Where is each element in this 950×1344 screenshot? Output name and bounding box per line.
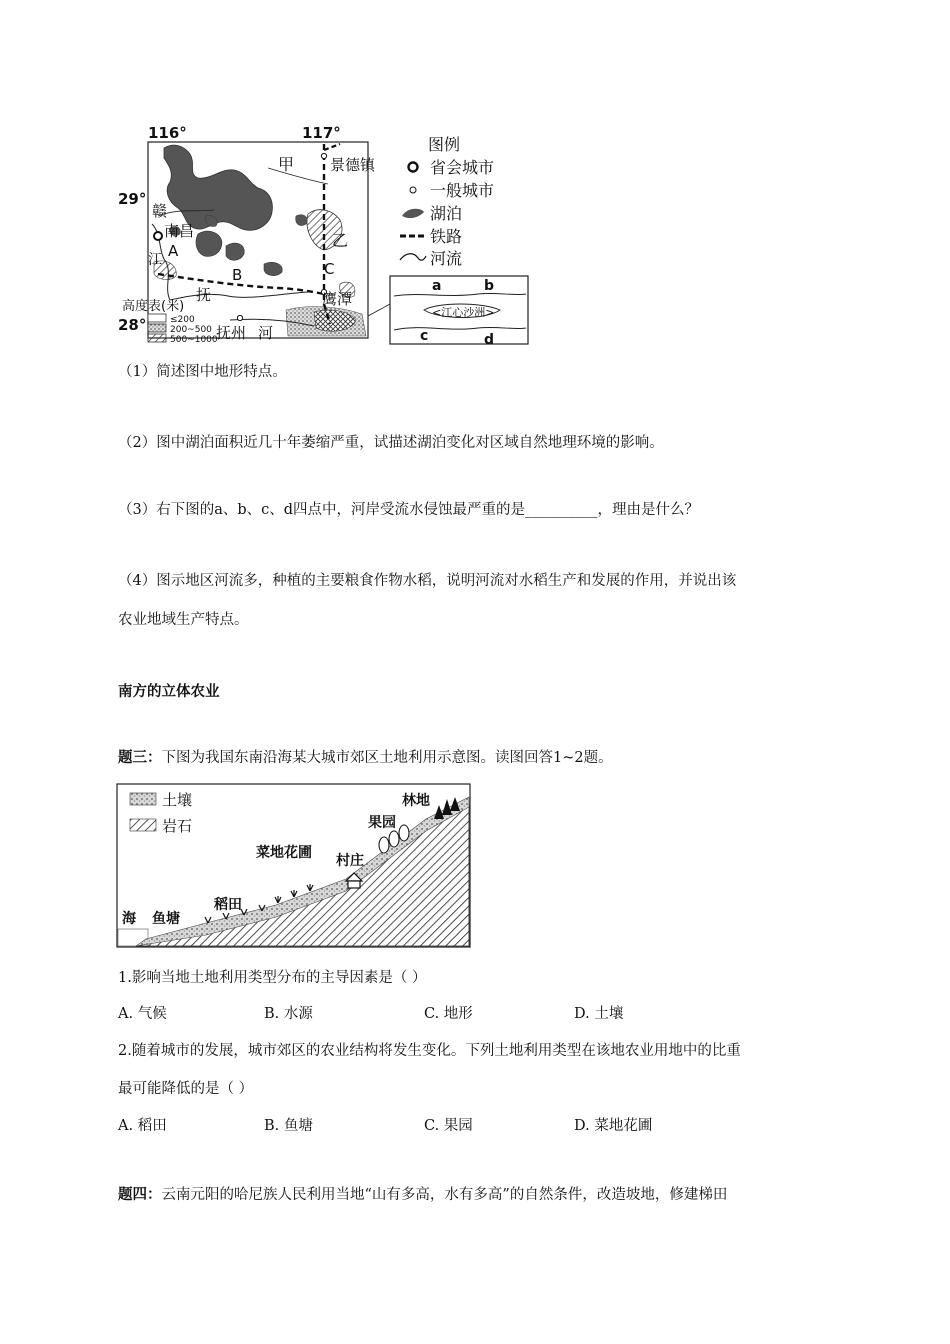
- city-icon: [321, 153, 326, 158]
- elevation-title: 高度表(米): [122, 299, 185, 314]
- question-2: （2）图中湖泊面积近几十年萎缩严重，试描述湖泊变化对区域自然地理环境的影响。: [118, 435, 664, 451]
- legend-item: 一般城市: [430, 181, 495, 200]
- jiangxi-map: [118, 124, 538, 350]
- q1-option-c: C. 地形: [424, 1006, 473, 1022]
- topic4: [118, 1183, 727, 1204]
- topic3-text: 下图为我国东南沿海某大城市郊区土地利用示意图。读图回答1~2题。: [161, 750, 613, 766]
- label-fishpond: 鱼塘: [152, 911, 180, 927]
- elev-label-2: 200~500: [170, 325, 212, 335]
- elev-swatch-3: [148, 334, 166, 342]
- legend-item: 湖泊: [430, 204, 463, 223]
- lon-left: 116°: [148, 124, 187, 142]
- label-he: 河: [258, 324, 274, 342]
- label-village: 村庄: [336, 853, 364, 869]
- label-fuzhou: 抚州: [216, 324, 247, 342]
- label-paddy: 稻田: [214, 897, 242, 913]
- label-yi: 乙: [332, 231, 349, 250]
- topic3-label: 题三：: [118, 750, 162, 766]
- lake: [264, 262, 282, 275]
- soil-swatch: [130, 793, 156, 805]
- lake: [196, 231, 222, 256]
- river-icon: [400, 254, 426, 260]
- q1-stem: 1.影响当地土地利用类型分布的主导因素是（ ）: [118, 970, 427, 986]
- inset-island-label: <江心沙洲>: [432, 306, 495, 319]
- label-orchard: 果园: [368, 815, 396, 831]
- topic4-text: 云南元阳的哈尼族人民利用当地“山有多高，水有多高”的自然条件，改造坡地，修建梯田: [161, 1187, 728, 1203]
- provincial-capital-icon: [154, 232, 162, 240]
- q2-option-c: C. 果园: [424, 1118, 473, 1134]
- topic3: [118, 746, 613, 767]
- land-use-profile: [116, 783, 472, 949]
- elev-swatch-2: [148, 324, 166, 332]
- label-B: B: [232, 266, 243, 284]
- label-A: A: [168, 242, 179, 260]
- inset-c: c: [420, 328, 429, 344]
- q2-stem-cont: 最可能降低的是（ ）: [118, 1081, 254, 1097]
- legend-title: 图例: [428, 135, 461, 154]
- elev-label-1: ≤200: [170, 315, 195, 325]
- inset-pointer: [368, 304, 390, 316]
- inset-a: a: [432, 278, 442, 294]
- city-icon: [237, 315, 242, 320]
- q1-option-b: B. 水源: [264, 1006, 313, 1022]
- question-1: （1）简述图中地形特点。: [118, 364, 287, 380]
- topic4-label: 题四：: [118, 1187, 162, 1203]
- lon-right: 117°: [302, 124, 341, 142]
- lat-top: 29°: [118, 190, 147, 208]
- label-yingtan: 鹰潭: [322, 290, 353, 308]
- legend-item: 河流: [430, 249, 463, 268]
- question-4: （4）图示地区河流多，种植的主要粮食作物水稻，说明河流对水稻生产和发展的作用，并说出该: [118, 573, 737, 589]
- q1-option-d: D. 土壤: [574, 1006, 624, 1022]
- inset-d: d: [484, 332, 495, 348]
- label-nanchang: 南昌: [164, 222, 195, 240]
- q2-option-d: D. 菜地花圃: [574, 1118, 653, 1134]
- legend-soil: 土壤: [162, 791, 193, 809]
- q1-option-a: A. 气候: [118, 1006, 167, 1022]
- legend-rock: 岩石: [162, 817, 193, 835]
- legend-item: 铁路: [430, 227, 463, 246]
- label-gan: 赣: [152, 202, 168, 220]
- question-4-cont: 农业地域生产特点。: [118, 612, 249, 628]
- label-jia: 甲: [278, 155, 295, 174]
- label-jiang: 江: [148, 252, 162, 268]
- rock-swatch: [130, 819, 156, 831]
- label-C: C: [324, 260, 335, 278]
- legend-item: 省会城市: [430, 158, 495, 177]
- label-jingdezhen: 景德镇: [330, 156, 376, 174]
- q2-stem: 2.随着城市的发展，城市郊区的农业结构将发生变化。下列土地利用类型在该地农业用地中的比重: [118, 1043, 741, 1059]
- label-veg: 菜地花圃: [256, 845, 312, 861]
- lake-icon: [402, 209, 424, 218]
- elev-swatch-1: [148, 314, 166, 322]
- provincial-capital-icon: [409, 163, 418, 172]
- section-title: 南方的立体农业: [118, 684, 220, 700]
- lat-bottom: 28°: [118, 316, 147, 334]
- lake: [226, 243, 244, 260]
- q2-option-a: A. 稻田: [118, 1118, 167, 1134]
- q2-option-b: B. 鱼塘: [264, 1118, 313, 1134]
- label-forest: 林地: [402, 793, 430, 809]
- inset-b: b: [484, 278, 495, 294]
- city-icon: [410, 187, 416, 193]
- label-fu: 抚: [196, 286, 212, 304]
- lake: [296, 215, 308, 226]
- elev-label-3: 500~1000: [170, 335, 218, 345]
- label-sea: 海: [122, 911, 136, 927]
- question-3: （3）右下图的a、b、c、d四点中，河岸受流水侵蚀最严重的是__________，理由是什么？: [118, 502, 700, 518]
